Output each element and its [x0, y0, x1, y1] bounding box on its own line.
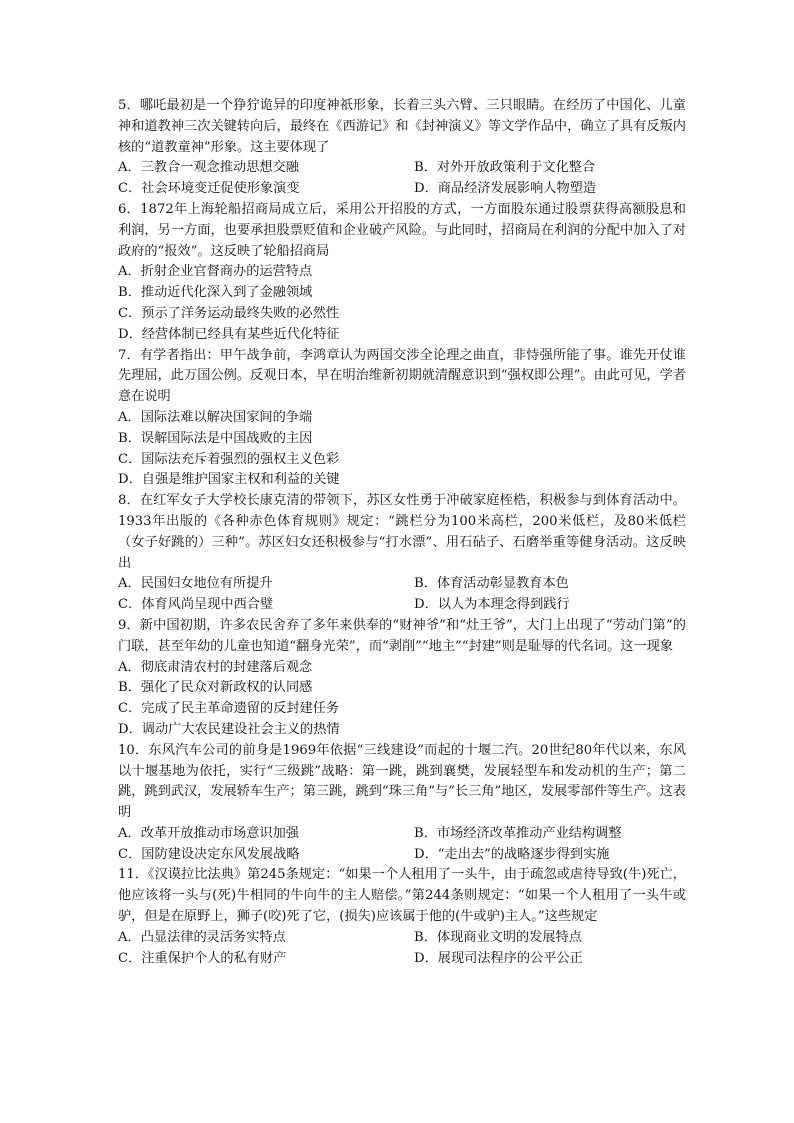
exam-page: [118, 96, 686, 969]
options: [118, 408, 686, 491]
question-stem: 8．在红军女子大学校长康克清的带领下，苏区女性勇于冲破家庭桎梏，积极参与到体育活动中。1933年出版的《各种赤色体育规则》规定：“跳栏分为100米高栏，200米低栏，及80米低栏（女子好跳的）三种”。苏区妇女还积极参与“打水漂”、用石砧子、石磨举重等健身活动。这反映出: [118, 493, 686, 571]
option-b: B．体育活动彰显教育本色: [414, 576, 569, 592]
option-a: A．三教合一观念推动思想交融: [118, 160, 299, 176]
option-b: B．体现商业文明的发展特点: [414, 929, 582, 945]
option-a: A．国际法难以解决国家间的争端: [118, 409, 313, 425]
question-5: [118, 96, 686, 200]
option-d: D．调动广大农民建设社会主义的热情: [118, 721, 340, 737]
option-a: A．民国妇女地位有所提升: [118, 576, 273, 592]
options: [118, 824, 686, 866]
option-d: D．经营体制已经具有某些近代化特征: [118, 326, 340, 342]
question-6: [118, 200, 686, 346]
question-7: [118, 346, 686, 492]
option-b: B．对外开放政策利于文化整合: [414, 160, 596, 176]
question-stem: 9．新中国初期，许多农民舍弃了多年来供奉的“财神爷”和“灶王爷”，大门上出现了“劳动门第”的门联，甚至年幼的儿童也知道“翻身光荣”，而“剥削”“地主”“封建”则是耻辱的代名词。这一现象: [118, 617, 686, 654]
option-d: D．“走出去”的战略逐步得到实施: [414, 846, 610, 862]
option-b: B．误解国际法是中国战败的主因: [118, 430, 313, 446]
option-c: C．国际法充斥着强烈的强权主义色彩: [118, 451, 340, 467]
options: [118, 262, 686, 345]
option-d: D．以人为本理念得到践行: [414, 597, 570, 613]
options: [118, 158, 686, 200]
option-c: C．预示了洋务运动最终失败的必然性: [118, 305, 340, 321]
option-c: C．注重保护个人的私有财产: [118, 950, 287, 966]
option-c: C．社会环境变迁促使形象演变: [118, 181, 300, 197]
question-9: [118, 616, 686, 741]
question-stem: 7．有学者指出：甲午战争前，李鸿章认为两国交涉全论理之曲直，非恃强所能了事。谁先开仗谁先理屈，此万国公例。反观日本，早在明治维新初期就清醒意识到“强权即公理”。由此可见，学者意在说明: [118, 347, 686, 405]
question-stem: 11．《汉谟拉比法典》第245条规定：“如果一个人租用了一头牛，由于疏忽或虐待导致(牛)死亡，他应该将一头与(死)牛相同的牛向牛的主人赔偿。”第244条则规定：“如果一个人租用了一头牛或驴，但是在原野上，狮子(咬)死了它，(损失)应该属于他的(牛或驴)主人。”这些规定: [118, 867, 686, 925]
option-c: C．完成了民主革命遗留的反封建任务: [118, 701, 340, 717]
option-b: B．市场经济改革推动产业结构调整: [414, 825, 622, 841]
option-a: A．改革开放推动市场意识加强: [118, 825, 299, 841]
question-stem: 6．1872年上海轮船招商局成立后，采用公开招股的方式，一方面股东通过股票获得高额股息和利润，另一方面，也要承担股票贬值和企业破产风险。与此同时，招商局在利润的分配中加入了对政府的“报效”。这反映了轮船招商局: [118, 201, 686, 259]
question-stem: 5．哪吒最初是一个狰狞诡异的印度神祇形象，长着三头六臂、三只眼睛。在经历了中国化、儿童神和道教神三次关键转向后，最终在《西游记》和《封神演义》等文学作品中，确立了具有反叛内核的“道教童神”形象。这主要体现了: [118, 98, 686, 155]
options: [118, 658, 686, 741]
option-a: A．彻底肃清农村的封建落后观念: [118, 659, 313, 675]
option-a: A．凸显法律的灵活务实特点: [118, 929, 286, 945]
question-11: [118, 865, 686, 969]
question-8: [118, 491, 686, 616]
options: [118, 574, 686, 616]
option-a: A．折射企业官督商办的运营特点: [118, 264, 313, 280]
option-c: C．国防建设决定东风发展战略: [118, 846, 300, 862]
option-d: D．自强是维护国家主权和利益的关键: [118, 472, 340, 488]
option-b: B．强化了民众对新政权的认同感: [118, 680, 313, 696]
options: [118, 928, 686, 970]
option-b: B．推动近代化深入到了金融领域: [118, 285, 313, 301]
option-c: C．体育风尚呈现中西合璧: [118, 597, 274, 613]
option-d: D．展现司法程序的公平公正: [414, 950, 583, 966]
question-stem: 10．东风汽车公司的前身是1969年依据“三线建设”而起的十堰二汽。20世纪80年代以来，东风以十堰基地为依托，实行“三级跳”战略：第一跳，跳到襄樊，发展轻型车和发动机的生产；第二跳，跳到武汉，发展轿车生产；第三跳，跳到“珠三角”与“长三角”地区，发展零部件等生产。这表明: [118, 742, 686, 821]
option-d: D．商品经济发展影响人物塑造: [414, 181, 597, 197]
question-10: [118, 741, 686, 866]
